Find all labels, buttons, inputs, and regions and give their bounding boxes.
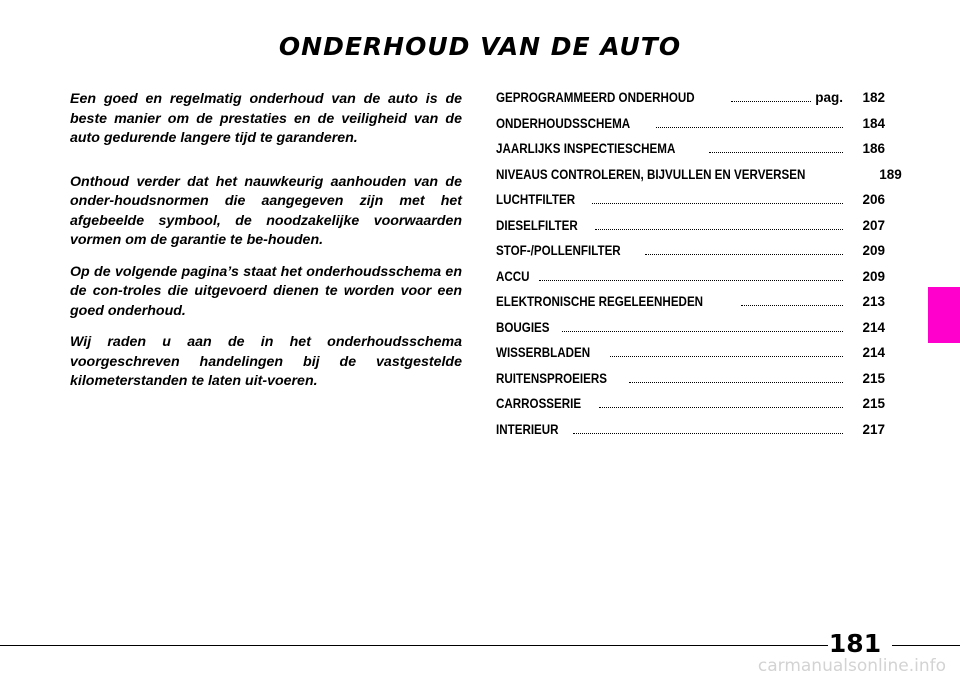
toc-item[interactable] [496, 218, 885, 244]
toc-item[interactable] [496, 116, 885, 142]
toc-item[interactable] [496, 396, 885, 422]
toc-dot-leader [595, 228, 843, 230]
toc-item-label: CARROSSERIE [496, 396, 582, 411]
toc-item-label: ELEKTRONISCHE REGELEENHEDEN [496, 294, 704, 309]
toc-item[interactable] [496, 422, 885, 448]
page-number: 181 [828, 629, 882, 658]
toc-dot-leader [573, 432, 843, 434]
toc-item-page: 209 [862, 243, 885, 258]
page-title: ONDERHOUD VAN DE AUTO [278, 32, 682, 61]
toc-dot-leader [599, 406, 843, 408]
intro-paragraph: Wij raden u aan de in het onderhoudsschema voorgeschreven handelingen bij de vastgestelde kilometerstanden te laten uit-voeren. [70, 334, 462, 389]
toc-dot-leader [610, 355, 843, 357]
toc-item[interactable] [496, 90, 885, 116]
toc-item-page: 186 [862, 141, 885, 156]
intro-paragraph: Op de volgende pagina’s staat het onderhoudsschema en de con-troles die uitgevoerd dienen te worden voor een goed onderhoud. [70, 263, 462, 319]
toc-item-label: STOF-/POLLENFILTER [496, 243, 621, 258]
toc-dot-leader [741, 304, 843, 306]
toc-item-label: BOUGIES [496, 319, 550, 335]
toc-dot-leader [562, 330, 843, 332]
footer-rule-left [0, 645, 828, 646]
toc-item-page: 217 [862, 421, 885, 437]
toc-item-label: LUCHTFILTER [496, 192, 576, 207]
toc-item-page: 214 [862, 319, 885, 335]
toc-dot-leader [629, 381, 843, 383]
intro-text [70, 90, 462, 404]
toc-item-page: 214 [862, 345, 885, 360]
watermark: carmanualsonline.info [757, 656, 946, 676]
toc-item-label: NIVEAUS CONTROLEREN, BIJVULLEN EN VERVERSEN [496, 166, 806, 182]
toc-item[interactable] [496, 192, 885, 218]
section-tab [928, 287, 960, 343]
toc-item-label: ACCU [496, 268, 530, 284]
toc-item-label: JAARLIJKS INSPECTIESCHEMA [496, 141, 676, 156]
toc-dot-leader [731, 100, 811, 102]
toc-item[interactable] [496, 320, 885, 346]
toc-item-label: GEPROGRAMMEERD ONDERHOUD [496, 90, 695, 105]
toc-item[interactable] [496, 371, 885, 397]
toc-item-page: 184 [862, 115, 885, 131]
toc-dot-leader [709, 151, 843, 153]
toc-item[interactable] [496, 345, 885, 371]
toc-item[interactable] [496, 243, 885, 269]
toc-item-page: 215 [862, 370, 885, 386]
toc-dot-leader [539, 279, 843, 281]
toc-pag-label: pag. [815, 90, 843, 105]
toc-item-page: 215 [862, 396, 885, 411]
toc-item-label: INTERIEUR [496, 421, 559, 437]
toc-item-page: 207 [862, 217, 885, 233]
toc-item-label: RUITENSPROEIERS [496, 370, 607, 386]
toc-item-label: WISSERBLADEN [496, 345, 591, 360]
toc-dot-leader [592, 202, 843, 204]
toc-item-page: 189 [879, 166, 902, 182]
toc-item-label: ONDERHOUDSSCHEMA [496, 115, 631, 131]
footer-rule-right [892, 645, 960, 646]
toc-item[interactable] [496, 141, 885, 167]
toc-item-page: 213 [862, 294, 885, 309]
toc-dot-leader [656, 126, 843, 128]
intro-paragraph: Een goed en regelmatig onderhoud van de auto is de beste manier om de prestaties en de veiligheid van de auto gedurende langere tijd te garanderen. [70, 91, 462, 146]
table-of-contents [496, 90, 902, 447]
toc-item-label: DIESELFILTER [496, 217, 578, 233]
toc-dot-leader [645, 253, 843, 255]
toc-item-page: 206 [862, 192, 885, 207]
toc-item-page: 182 [862, 90, 885, 105]
toc-item[interactable] [496, 269, 885, 295]
toc-item[interactable] [496, 294, 885, 320]
toc-item-page: 209 [862, 268, 885, 284]
intro-paragraph: Onthoud verder dat het nauwkeurig aanhouden van de onder-houdsnormen die aangegeven zijn met het afgebeelde symbool, de noodzakelijke voorwaarden vormen om de garantie te be-houden. [70, 173, 462, 248]
toc-item[interactable] [496, 166, 902, 193]
